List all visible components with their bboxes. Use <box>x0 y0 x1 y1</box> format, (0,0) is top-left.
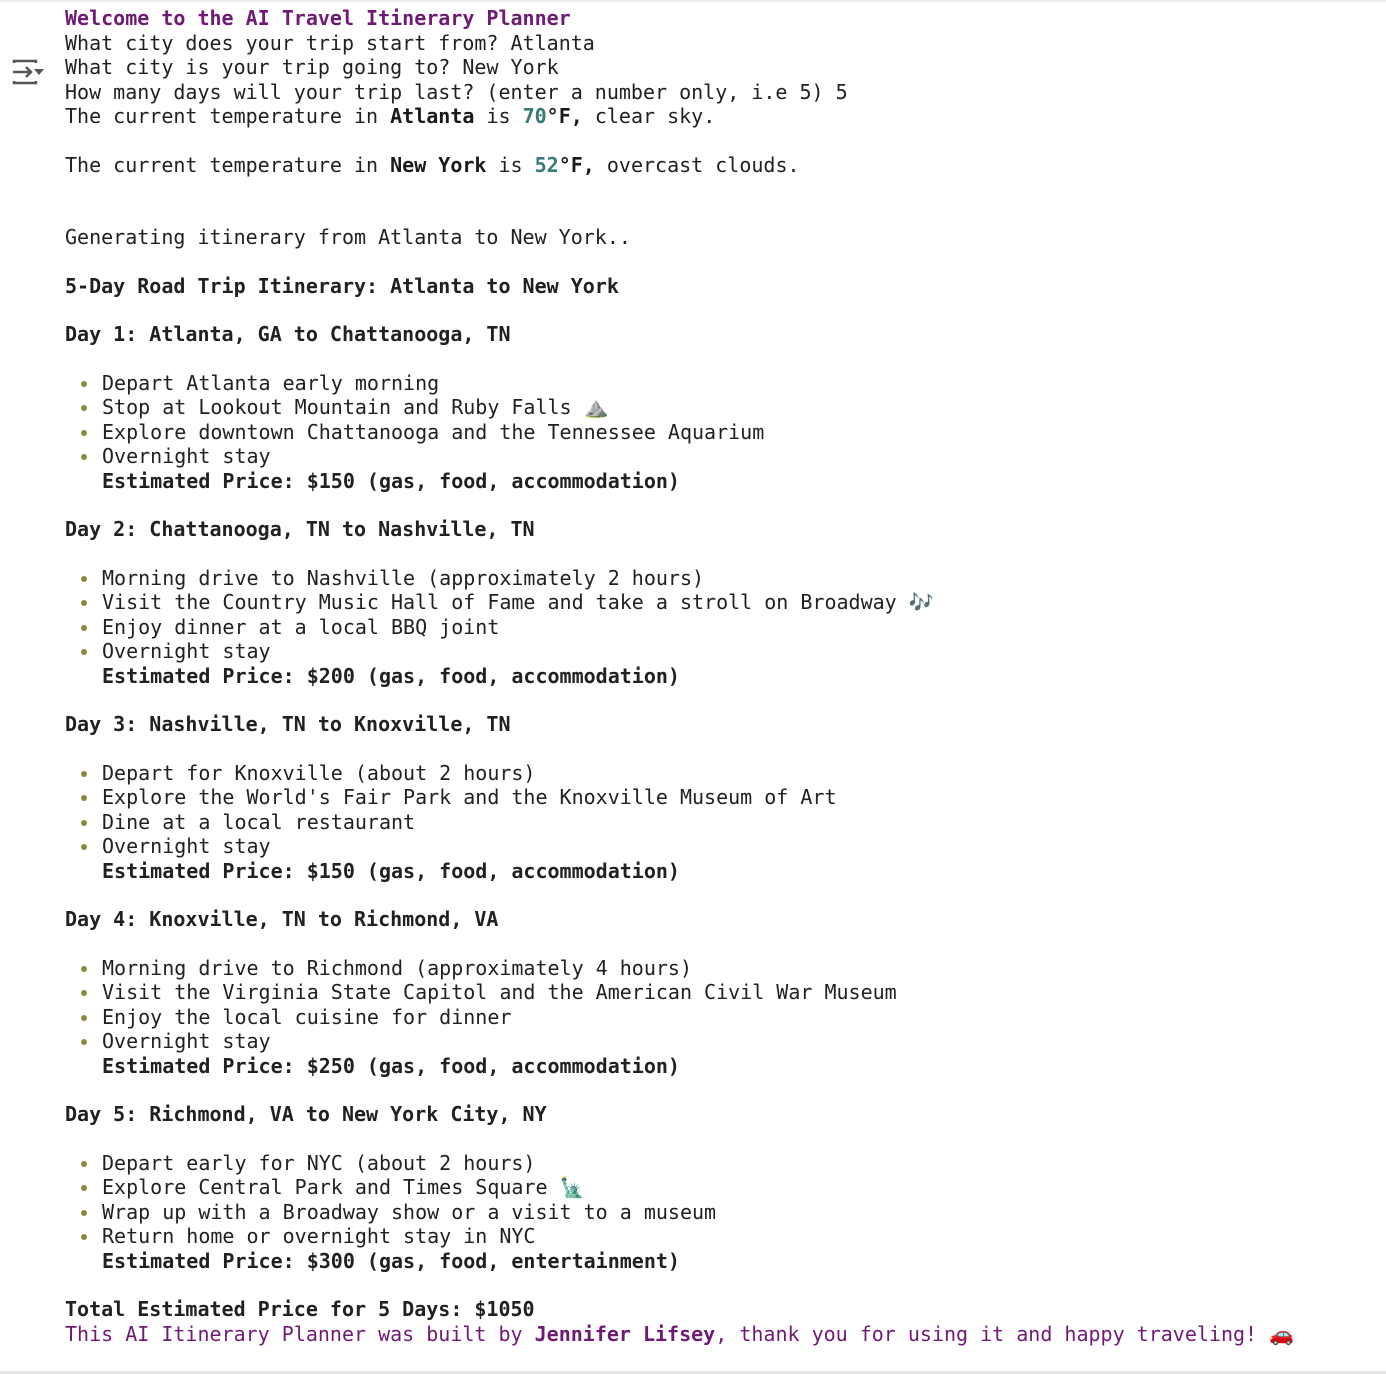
list-item: Enjoy dinner at a local BBQ joint <box>65 615 1375 640</box>
list-item: Wrap up with a Broadway show or a visit to a museum <box>65 1200 1375 1225</box>
activity-list <box>65 956 1375 1054</box>
weather-destination: The current temperature in New York is 52°F, overcast clouds. <box>65 152 800 177</box>
day-title: Day 3: Nashville, TN to Knoxville, TN <box>65 712 511 736</box>
day-section <box>65 517 1375 712</box>
prompt-start-city: What city does your trip start from? Atlanta <box>65 30 595 55</box>
weather-origin: The current temperature in Atlanta is 70°F, clear sky. <box>65 104 716 128</box>
weather-city: Atlanta <box>390 104 475 128</box>
list-item: Overnight stay <box>65 639 1375 664</box>
welcome-heading: Welcome to the AI Travel Itinerary Planner <box>65 6 571 30</box>
list-item: Enjoy the local cuisine for dinner <box>65 1005 1375 1030</box>
activity-list <box>65 1151 1375 1249</box>
total-price: Total Estimated Price for 5 Days: $1050 <box>65 1297 535 1321</box>
weather-city: New York <box>390 152 487 177</box>
generating-status: Generating itinerary from Atlanta to New York.. <box>65 225 631 249</box>
temperature-value: 52 <box>534 152 559 177</box>
estimated-price: Estimated Price: $150 (gas, food, accommodation) <box>102 468 680 493</box>
list-item: Depart Atlanta early morning <box>65 371 1375 396</box>
estimated-price: Estimated Price: $250 (gas, food, accommodation) <box>102 1053 680 1078</box>
day-title: Day 4: Knoxville, TN to Richmond, VA <box>65 907 499 931</box>
temperature-value: 70 <box>522 104 547 128</box>
list-item: Overnight stay <box>65 834 1375 859</box>
prompt-trip-days: How many days will your trip last? (enter a number only, i.e 5) 5 <box>65 79 848 104</box>
day-section <box>65 1102 1375 1297</box>
day-title: Day 2: Chattanooga, TN to Nashville, TN <box>65 517 535 541</box>
list-item: Explore downtown Chattanooga and the Tennessee Aquarium <box>65 420 1375 445</box>
day-title: Day 1: Atlanta, GA to Chattanooga, TN <box>65 322 511 346</box>
footer-credit: This AI Itinerary Planner was built by Jennifer Lifsey, thank you for using it and happy traveling! 🚗 <box>65 1321 1295 1346</box>
list-item: Visit the Country Music Hall of Fame and take a stroll on Broadway 🎶 <box>65 590 1375 615</box>
list-item: Depart for Knoxville (about 2 hours) <box>65 761 1375 786</box>
activity-list <box>65 761 1375 859</box>
list-item: Depart early for NYC (about 2 hours) <box>65 1151 1375 1176</box>
destination-city-value: New York <box>462 55 559 79</box>
estimated-price: Estimated Price: $150 (gas, food, accommodation) <box>102 858 680 883</box>
output-toggle-button[interactable] <box>11 58 45 86</box>
list-item: Return home or overnight stay in NYC <box>65 1224 1375 1249</box>
itinerary-title: 5-Day Road Trip Itinerary: Atlanta to New York <box>65 273 619 298</box>
top-divider <box>0 0 1386 2</box>
trip-days-value: 5 <box>835 79 848 104</box>
activity-list <box>65 566 1375 664</box>
list-item: Morning drive to Nashville (approximately 2 hours) <box>65 566 1375 591</box>
estimated-price: Estimated Price: $300 (gas, food, entertainment) <box>102 1248 680 1273</box>
day-section <box>65 322 1375 517</box>
day-section <box>65 907 1375 1102</box>
prompt-destination-city: What city is your trip going to? New York <box>65 55 559 79</box>
day-section <box>65 712 1375 907</box>
list-item: Explore Central Park and Times Square 🗽 <box>65 1175 1375 1200</box>
output-toggle-icon <box>11 58 45 86</box>
list-item: Morning drive to Richmond (approximately 4 hours) <box>65 956 1375 981</box>
estimated-price: Estimated Price: $200 (gas, food, accommodation) <box>102 663 680 688</box>
day-title: Day 5: Richmond, VA to New York City, NY <box>65 1102 547 1126</box>
start-city-value: Atlanta <box>510 30 595 55</box>
list-item: Visit the Virginia State Capitol and the American Civil War Museum <box>65 980 1375 1005</box>
list-item: Stop at Lookout Mountain and Ruby Falls ⛰️ <box>65 395 1375 420</box>
list-item: Dine at a local restaurant <box>65 810 1375 835</box>
list-item: Overnight stay <box>65 444 1375 469</box>
activity-list <box>65 371 1375 469</box>
list-item: Overnight stay <box>65 1029 1375 1054</box>
author-name: Jennifer Lifsey <box>534 1321 716 1346</box>
list-item: Explore the World's Fair Park and the Knoxville Museum of Art <box>65 785 1375 810</box>
cell-output <box>65 6 1375 1346</box>
